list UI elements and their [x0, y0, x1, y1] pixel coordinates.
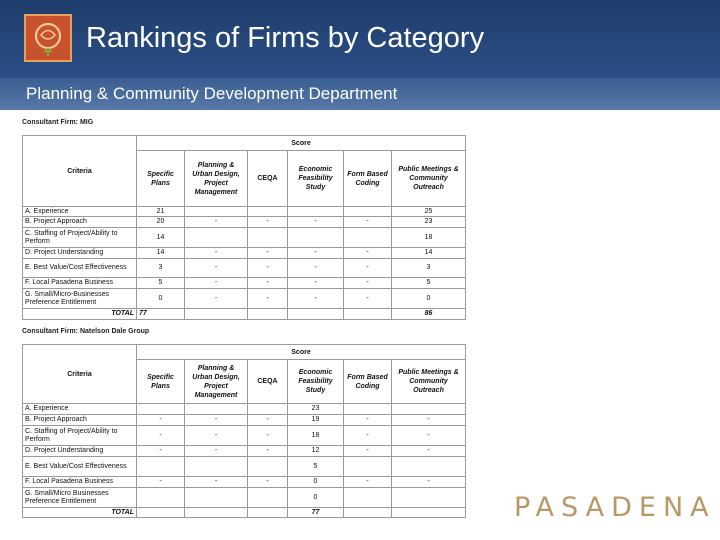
cell: D. Project Understanding	[23, 446, 137, 457]
cell: -	[137, 426, 185, 446]
cell: -	[185, 289, 248, 309]
pasadena-brand-logo: PASADENA	[514, 492, 716, 523]
cell: 14	[137, 228, 185, 248]
cell: B. Project Approach	[23, 415, 137, 426]
cell: -	[185, 446, 248, 457]
cell: -	[185, 259, 248, 278]
table-row	[23, 259, 466, 278]
col-header: Public Meetings & Community Outreach	[392, 151, 466, 207]
col-header: Public Meetings & Community Outreach	[392, 360, 466, 404]
cell: -	[344, 278, 392, 289]
cell	[344, 309, 392, 320]
cell: C. Staffing of Project/Ability to Perform	[23, 426, 137, 446]
col-header: Form Based Coding	[344, 151, 392, 207]
total-label: TOTAL	[23, 508, 137, 518]
cell: 0	[137, 289, 185, 309]
cell: E. Best Value/Cost Effectiveness	[23, 457, 137, 477]
cell: -	[137, 415, 185, 426]
cell: -	[137, 446, 185, 457]
table-row	[23, 477, 466, 488]
cell	[344, 228, 392, 248]
cell	[344, 207, 392, 217]
cell: -	[344, 217, 392, 228]
score-table-natelson-dale	[22, 344, 466, 518]
cell: A. Experience	[23, 404, 137, 415]
cell	[288, 207, 344, 217]
cell: 86	[392, 309, 466, 320]
page-title: Rankings of Firms by Category	[86, 22, 485, 54]
cell: -	[344, 477, 392, 488]
cell: 5	[288, 457, 344, 477]
cell	[185, 488, 248, 508]
cell	[392, 457, 466, 477]
cell	[344, 457, 392, 477]
criteria-header: Criteria	[23, 345, 137, 404]
cell	[288, 228, 344, 248]
cell: 3	[137, 259, 185, 278]
cell	[392, 488, 466, 508]
table-row	[23, 446, 466, 457]
cell: G. Small/Micro Businesses Preference Entitlement	[23, 488, 137, 508]
cell: -	[185, 426, 248, 446]
col-header: CEQA	[248, 360, 288, 404]
col-header: Planning & Urban Design, Project Management	[185, 360, 248, 404]
cell	[392, 508, 466, 518]
cell: -	[392, 477, 466, 488]
cell: -	[248, 259, 288, 278]
cell	[248, 457, 288, 477]
cell: -	[344, 426, 392, 446]
table-row	[23, 207, 466, 217]
cell	[185, 457, 248, 477]
cell	[185, 207, 248, 217]
cell: -	[248, 278, 288, 289]
cell: 19	[288, 415, 344, 426]
firm-label-natelson-dale: Consultant Firm: Natelson Dale Group	[22, 328, 150, 335]
total-label: TOTAL	[23, 309, 137, 320]
cell: 18	[392, 228, 466, 248]
cell: B. Project Approach	[23, 217, 137, 228]
cell: D. Project Understanding	[23, 248, 137, 259]
cell	[185, 228, 248, 248]
cell: F. Local Pasadena Business	[23, 477, 137, 488]
cell: 14	[137, 248, 185, 259]
cell: -	[392, 446, 466, 457]
cell: -	[288, 259, 344, 278]
rose-logo-icon	[24, 14, 72, 62]
cell	[248, 404, 288, 415]
total-row	[23, 508, 466, 518]
cell	[344, 488, 392, 508]
cell: -	[344, 415, 392, 426]
cell: 3	[392, 259, 466, 278]
table-row	[23, 248, 466, 259]
col-header: Economic Feasibility Study	[288, 151, 344, 207]
cell	[248, 488, 288, 508]
table-row	[23, 426, 466, 446]
cell	[137, 457, 185, 477]
col-header: CEQA	[248, 151, 288, 207]
cell: -	[344, 446, 392, 457]
cell: A. Experience	[23, 207, 137, 217]
cell: -	[248, 289, 288, 309]
cell: 25	[392, 207, 466, 217]
cell: -	[185, 248, 248, 259]
cell: -	[185, 477, 248, 488]
cell: 0	[392, 289, 466, 309]
cell	[248, 228, 288, 248]
cell	[185, 404, 248, 415]
cell: G. Small/Micro-Businesses Preference Entitlement	[23, 289, 137, 309]
cell	[344, 404, 392, 415]
table-row	[23, 228, 466, 248]
cell	[185, 309, 248, 320]
page-subtitle: Planning & Community Development Department	[26, 84, 398, 103]
cell: -	[392, 415, 466, 426]
cell: 5	[137, 278, 185, 289]
cell: -	[288, 248, 344, 259]
cell	[137, 488, 185, 508]
cell: -	[137, 477, 185, 488]
cell	[248, 508, 288, 518]
cell: -	[185, 415, 248, 426]
col-header: Form Based Coding	[344, 360, 392, 404]
score-table-mig	[22, 135, 466, 320]
cell	[248, 207, 288, 217]
cell: 77	[137, 309, 185, 320]
cell: -	[248, 217, 288, 228]
cell: 23	[392, 217, 466, 228]
cell: -	[392, 426, 466, 446]
cell: -	[185, 217, 248, 228]
table-row	[23, 488, 466, 508]
table-row	[23, 278, 466, 289]
cell: -	[288, 278, 344, 289]
score-header: Score	[137, 136, 466, 151]
col-header: Specific Plans	[137, 151, 185, 207]
cell: -	[248, 426, 288, 446]
cell	[248, 309, 288, 320]
firm-label-mig: Consultant Firm: MIG	[22, 119, 94, 126]
cell: 5	[392, 278, 466, 289]
cell: 0	[288, 477, 344, 488]
col-header: Planning & Urban Design, Project Management	[185, 151, 248, 207]
cell	[185, 508, 248, 518]
cell: -	[248, 415, 288, 426]
col-header: Specific Plans	[137, 360, 185, 404]
cell: C. Staffing of Project/Ability to Perform	[23, 228, 137, 248]
cell: -	[344, 248, 392, 259]
cell	[344, 508, 392, 518]
cell: 18	[288, 426, 344, 446]
cell: 21	[137, 207, 185, 217]
cell: F. Local Pasadena Business	[23, 278, 137, 289]
cell: 14	[392, 248, 466, 259]
cell	[392, 404, 466, 415]
header	[0, 0, 720, 110]
cell: -	[288, 217, 344, 228]
table-row	[23, 404, 466, 415]
cell: -	[185, 278, 248, 289]
score-header: Score	[137, 345, 466, 360]
col-header: Economic Feasibility Study	[288, 360, 344, 404]
cell: -	[248, 248, 288, 259]
table-row	[23, 457, 466, 477]
cell: 12	[288, 446, 344, 457]
criteria-header: Criteria	[23, 136, 137, 207]
cell	[288, 309, 344, 320]
cell: -	[344, 289, 392, 309]
cell	[137, 508, 185, 518]
cell: -	[248, 446, 288, 457]
cell: 23	[288, 404, 344, 415]
table-row	[23, 289, 466, 309]
cell: -	[248, 477, 288, 488]
cell: -	[344, 259, 392, 278]
total-row	[23, 309, 466, 320]
cell: -	[288, 289, 344, 309]
cell: 20	[137, 217, 185, 228]
cell	[137, 404, 185, 415]
cell: 0	[288, 488, 344, 508]
table-row	[23, 415, 466, 426]
cell: E. Best Value/Cost Effectiveness	[23, 259, 137, 278]
cell: 77	[288, 508, 344, 518]
table-row	[23, 217, 466, 228]
